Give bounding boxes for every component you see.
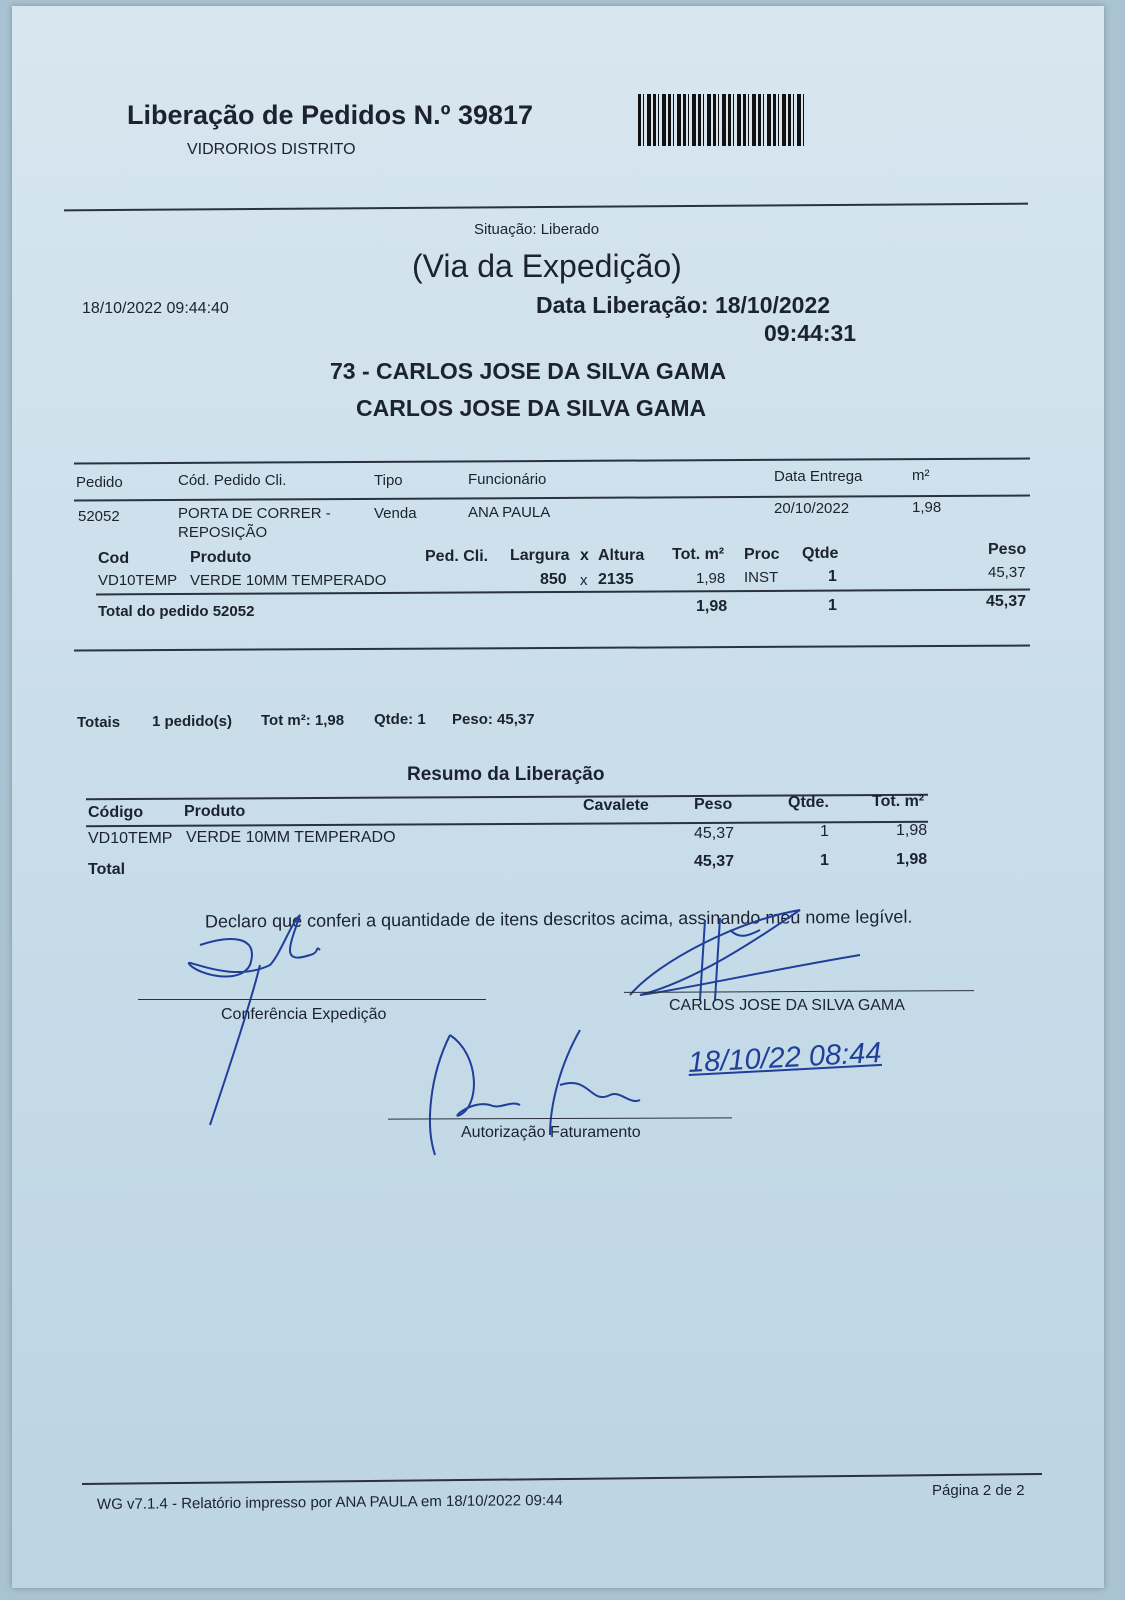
order-total-label: Total do pedido 52052 (98, 603, 255, 620)
item-col-altura: Altura (598, 547, 645, 564)
order-total-m2: 1,98 (696, 598, 728, 615)
item-tot-m2: 1,98 (696, 570, 726, 587)
autorizacao-label: Autorização Faturamento (461, 1124, 641, 1141)
item-col-qtde: Qtde (802, 545, 839, 562)
item-col-ped-cli: Ped. Cli. (425, 548, 489, 565)
col-pedido: Pedido (76, 474, 123, 491)
summary-total-qty: 1 (820, 852, 829, 869)
declaration-text: Declaro que conferi a quantidade de itens descritos acima, assinando meu nome legível. (204, 906, 913, 932)
item-code: VD10TEMP (98, 572, 178, 589)
order-total-weight: 45,37 (986, 593, 1027, 610)
summary-title: Resumo da Liberação (407, 764, 605, 785)
item-col-produto: Produto (190, 549, 252, 566)
summary-col-qtde: Qtde. (788, 794, 829, 811)
item-product: VERDE 10MM TEMPERADO (190, 572, 387, 589)
item-col-cod: Cod (98, 550, 130, 567)
company-name: VIDRORIOS DISTRITO (187, 141, 356, 158)
summary-weight: 45,37 (694, 825, 735, 842)
order-type: Venda (374, 505, 417, 522)
totals-m2: Tot m²: 1,98 (261, 712, 345, 729)
item-col-largura: Largura (510, 547, 570, 564)
col-m2: m² (912, 467, 930, 484)
totals-weight: Peso: 45,37 (452, 711, 535, 728)
client-name: 73 - CARLOS JOSE DA SILVA GAMA (330, 358, 727, 384)
conferencia-label: Conferência Expedição (221, 1006, 387, 1023)
item-height: 2135 (598, 571, 634, 588)
delivery-date: 20/10/2022 (774, 500, 850, 517)
summary-total-label: Total (88, 861, 126, 878)
document-title: Liberação de Pedidos N.º 39817 (127, 100, 534, 130)
order-total-qty: 1 (828, 597, 837, 614)
summary-col-tot-m2: Tot. m² (872, 793, 925, 810)
signature-autorizacao (420, 1025, 670, 1165)
page-number: Página 2 de 2 (932, 1482, 1025, 1499)
release-date: Data Liberação: 18/10/2022 (536, 292, 831, 318)
summary-col-peso: Peso (694, 796, 733, 813)
summary-qty: 1 (820, 823, 829, 840)
col-tipo: Tipo (374, 472, 403, 489)
col-funcionario: Funcionário (468, 471, 547, 488)
order-m2: 1,98 (912, 499, 942, 516)
item-col-tot-m2: Tot. m² (672, 546, 725, 563)
totals-qty: Qtde: 1 (374, 711, 426, 728)
summary-total-weight: 45,37 (694, 853, 735, 870)
item-col-peso: Peso (988, 541, 1027, 558)
item-width: 850 (540, 571, 567, 588)
cliente-signature-label: CARLOS JOSE DA SILVA GAMA (669, 997, 905, 1014)
via-title: (Via da Expedição) (412, 248, 682, 284)
signature-cliente (620, 900, 870, 1010)
item-proc: INST (744, 569, 779, 586)
item-weight: 45,37 (988, 564, 1026, 581)
release-time: 09:44:31 (764, 320, 857, 346)
client-name-secondary: CARLOS JOSE DA SILVA GAMA (356, 395, 707, 421)
totals-orders: 1 pedido(s) (152, 713, 233, 730)
client-order-code: PORTA DE CORRER - (178, 505, 331, 522)
conferencia-line (138, 999, 486, 1000)
item-x: x (580, 572, 588, 589)
status-text: Situação: Liberado (474, 221, 600, 238)
summary-product: VERDE 10MM TEMPERADO (186, 829, 396, 846)
col-data-entrega: Data Entrega (774, 468, 863, 485)
barcode (638, 94, 804, 146)
footer-print-info: WG v7.1.4 - Relatório impresso por ANA PAULA em 18/10/2022 09:44 (96, 1491, 563, 1514)
totals-label: Totais (77, 714, 121, 731)
employee: ANA PAULA (468, 504, 551, 521)
summary-col-cavalete: Cavalete (583, 797, 649, 814)
client-order-code-line2: REPOSIÇÃO (178, 524, 268, 541)
col-cod-cli: Cód. Pedido Cli. (178, 472, 287, 489)
item-qty: 1 (828, 568, 837, 585)
summary-m2: 1,98 (896, 822, 928, 839)
order-number: 52052 (78, 508, 120, 525)
summary-code: VD10TEMP (88, 830, 173, 847)
summary-col-produto: Produto (184, 803, 246, 820)
summary-col-codigo: Código (88, 804, 144, 821)
item-col-proc: Proc (744, 546, 780, 563)
summary-total-m2: 1,98 (896, 851, 928, 868)
handwritten-date: 18/10/22 08:44 (687, 1036, 883, 1080)
item-col-x: x (580, 547, 589, 564)
printed-timestamp: 18/10/2022 09:44:40 (82, 300, 229, 317)
